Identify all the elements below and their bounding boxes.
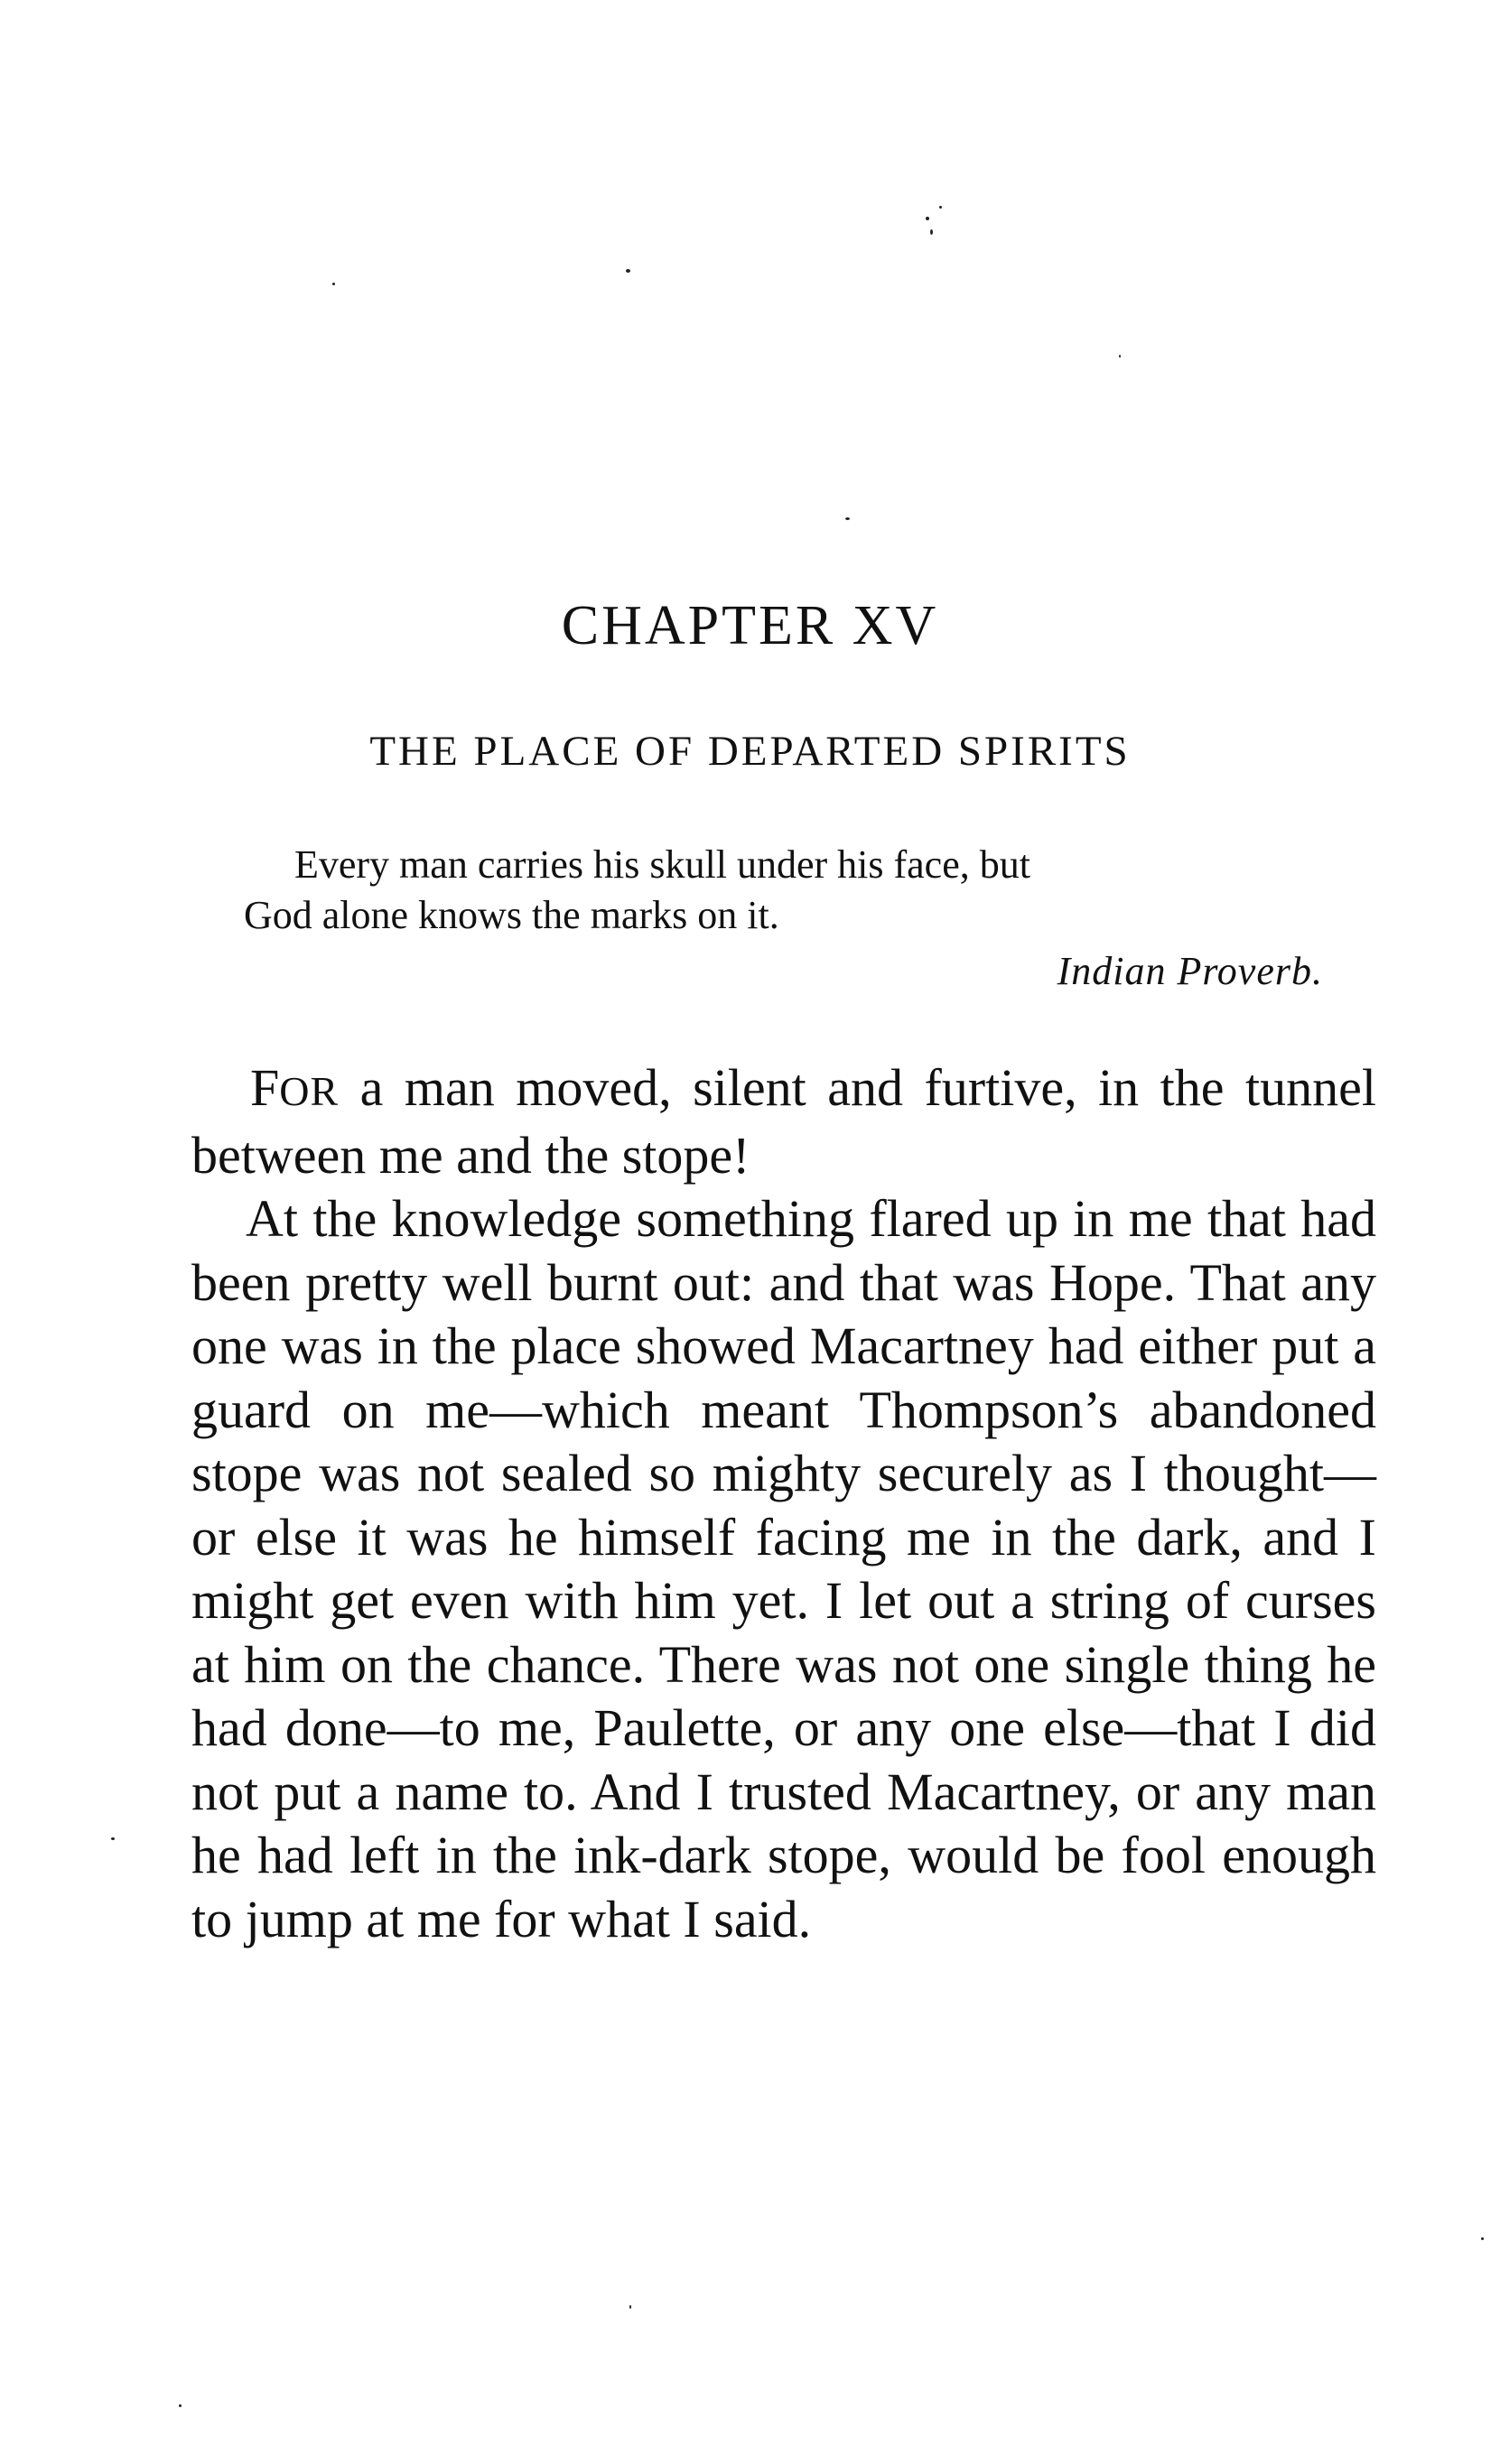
chapter-subtitle: THE PLACE OF DEPARTED SPIRITS: [369, 728, 1131, 775]
epigraph-attribution: Indian Proverb.: [1057, 949, 1323, 993]
print-speck: [179, 2404, 182, 2407]
print-speck: [939, 206, 942, 209]
epigraph: [244, 840, 1323, 997]
print-speck: [1119, 355, 1121, 358]
chapter-title: CHAPTER XV: [561, 595, 939, 656]
small-caps-initial: F: [250, 1058, 280, 1117]
paragraph-1-text: a man moved, silent and furtive, in the tunnel between me and the stope!: [191, 1058, 1376, 1185]
print-speck: [629, 2305, 631, 2309]
small-caps-word: OR: [279, 1068, 340, 1114]
epigraph-line-2: God alone knows the marks on it.: [244, 893, 779, 937]
paragraph-2: At the knowledge something flared up in me that had been pretty well burnt out: and that was Hope. That any one was in the place showed Macartney had either put a guard on me—which meant Thompson’s abandoned stope was not sealed so mighty securely as I thought—or else it was he himself facing me in the dark, and I might get even with him yet. I let out a string of curses at him on the chance. There was not one single thing he had done—to me, Paulette, or any one else—that I did not put a name to. And I trusted Macartney, or any man he had left in the ink-dark stope, would be fool enough to jump at me for what I said.: [191, 1189, 1376, 1948]
print-speck: [1481, 2237, 1484, 2240]
chapter-body: [191, 1056, 1376, 1951]
print-speck: [930, 229, 933, 235]
print-speck: [332, 283, 335, 285]
print-speck: [626, 269, 630, 273]
paragraph-1: [191, 1056, 1376, 1187]
print-speck: [845, 517, 850, 520]
epigraph-line-1: Every man carries his skull under his face, but: [294, 842, 1030, 887]
print-speck: [926, 217, 929, 220]
print-speck: [111, 1837, 115, 1840]
